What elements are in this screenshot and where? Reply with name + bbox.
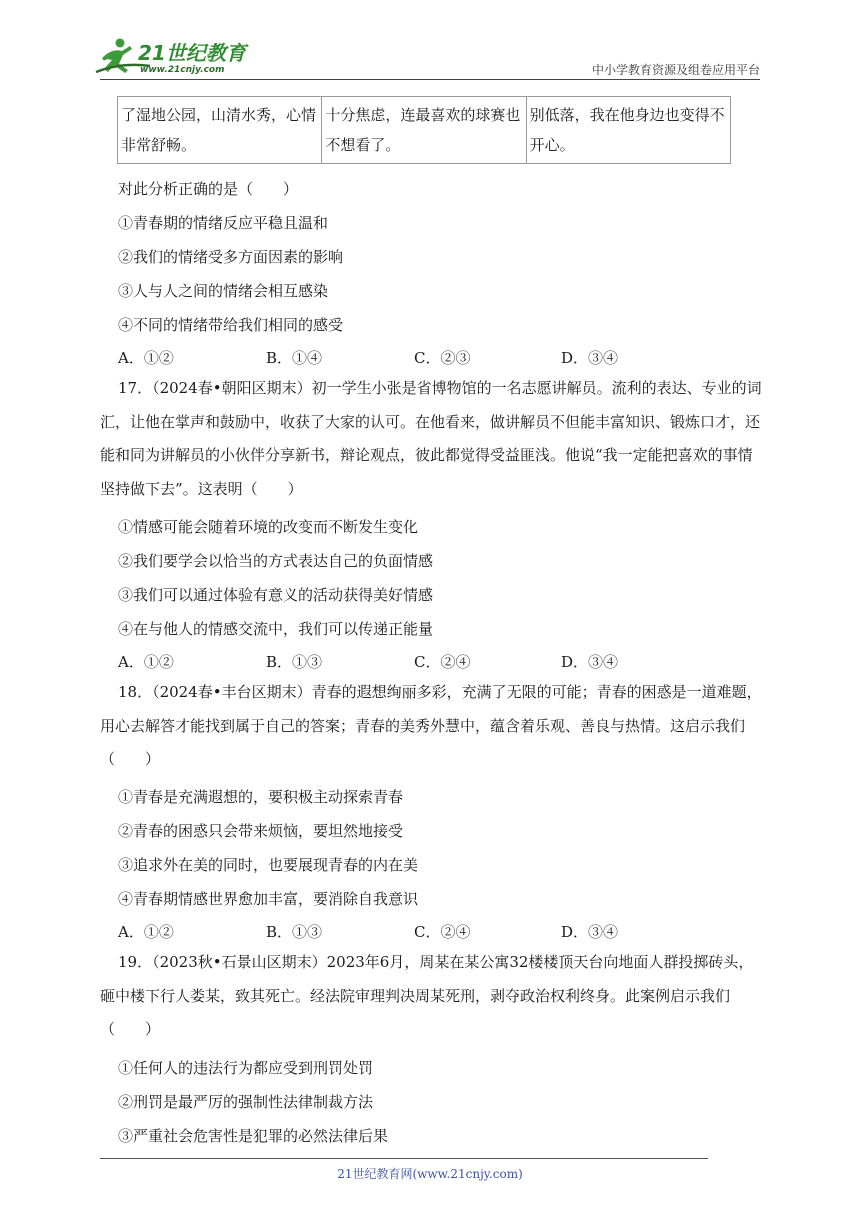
choice-c[interactable]: C．②④: [414, 923, 471, 941]
table-cell: 别低落，我在他身边也变得不开心。: [526, 97, 730, 164]
option-3: ③严重社会危害性是犯罪的必然法律后果: [118, 1127, 389, 1145]
footer-divider: [100, 1158, 708, 1159]
choice-d[interactable]: D．③④: [561, 923, 619, 941]
logo-url: www.21cnjy.com: [140, 65, 225, 75]
option-1: ①任何人的违法行为都应受到刑罚处罚: [118, 1059, 374, 1077]
scenario-table: [117, 96, 731, 164]
option-3: ③我们可以通过体验有意义的活动获得美好情感: [118, 586, 434, 604]
choice-c[interactable]: C．②④: [414, 653, 471, 671]
option-1: ①青春是充满遐想的，要积极主动探索青春: [118, 788, 404, 806]
choice-a[interactable]: A．①②: [118, 653, 174, 671]
option-4: ④在与他人的情感交流中，我们可以传递正能量: [118, 620, 434, 638]
choice-c[interactable]: C．②③: [414, 349, 471, 367]
choice-a[interactable]: A．①②: [118, 923, 174, 941]
option-1: ①情感可能会随着环境的改变而不断发生变化: [118, 518, 419, 536]
table-row: [118, 97, 731, 164]
site-logo: [92, 36, 262, 78]
option-4: ④不同的情绪带给我们相同的感受: [118, 316, 344, 334]
question-18-text: 18．（2024春•丰台区期末）青春的遐想绚丽多彩，充满了无限的可能；青春的困惑是一道难题，用心去解答才能找到属于自己的答案；青春的美秀外慧中，蕴含着乐观、善良与热情。这启示我们（ ）: [100, 683, 762, 769]
question-17-text: 17．（2024春•朝阳区期末）初一学生小张是省博物馆的一名志愿讲解员。流利的表达、专业的词汇，让他在掌声和鼓励中，收获了大家的认可。在他看来，做讲解员不但能丰富知识、锻炼口才，还能和同为讲解员的小伙伴分享新书，辩论观点，彼此都觉得受益匪浅。他说“我一定能把喜欢的事情坚持做下去”。这表明（ ）: [100, 379, 762, 499]
choice-d[interactable]: D．③④: [561, 349, 619, 367]
question-19-text: 19．（2023秋•石景山区期末）2023年6月，周某在某公寓32楼楼顶天台向地面人群投掷砖头，砸中楼下行人娄某，致其死亡。经法院审理判决周某死刑，剥夺政治权利终身。此案例启示我们（ ）: [100, 953, 754, 1039]
table-cell: 十分焦虑，连最喜欢的球赛也不想看了。: [322, 97, 526, 164]
option-3: ③人与人之间的情绪会相互感染: [118, 282, 329, 300]
platform-name: 中小学教育资源及组卷应用平台: [591, 63, 760, 77]
logo-text: 21世纪教育: [138, 41, 246, 65]
option-4: ④青春期情感世界愈加丰富，要消除自我意识: [118, 890, 419, 908]
question-prompt: 对此分析正确的是（ ）: [118, 180, 299, 198]
option-2: ②我们的情绪受多方面因素的影响: [118, 248, 344, 266]
choice-b[interactable]: B．①③: [266, 923, 323, 941]
footer-link[interactable]: 21世纪教育网(www.21cnjy.com): [337, 1167, 523, 1181]
option-2: ②刑罚是最严厉的强制性法律制裁方法: [118, 1093, 374, 1111]
option-2: ②青春的困惑只会带来烦恼，要坦然地接受: [118, 822, 404, 840]
header-divider: [100, 79, 760, 80]
choice-a[interactable]: A．①②: [118, 349, 174, 367]
option-1: ①青春期的情绪反应平稳且温和: [118, 214, 329, 232]
table-cell: 了湿地公园，山清水秀，心情非常舒畅。: [118, 97, 322, 164]
choice-d[interactable]: D．③④: [561, 653, 619, 671]
choice-b[interactable]: B．①④: [266, 349, 323, 367]
option-2: ②我们要学会以恰当的方式表达自己的负面情感: [118, 552, 434, 570]
option-3: ③追求外在美的同时，也要展现青春的内在美: [118, 856, 419, 874]
choice-b[interactable]: B．①③: [266, 653, 323, 671]
